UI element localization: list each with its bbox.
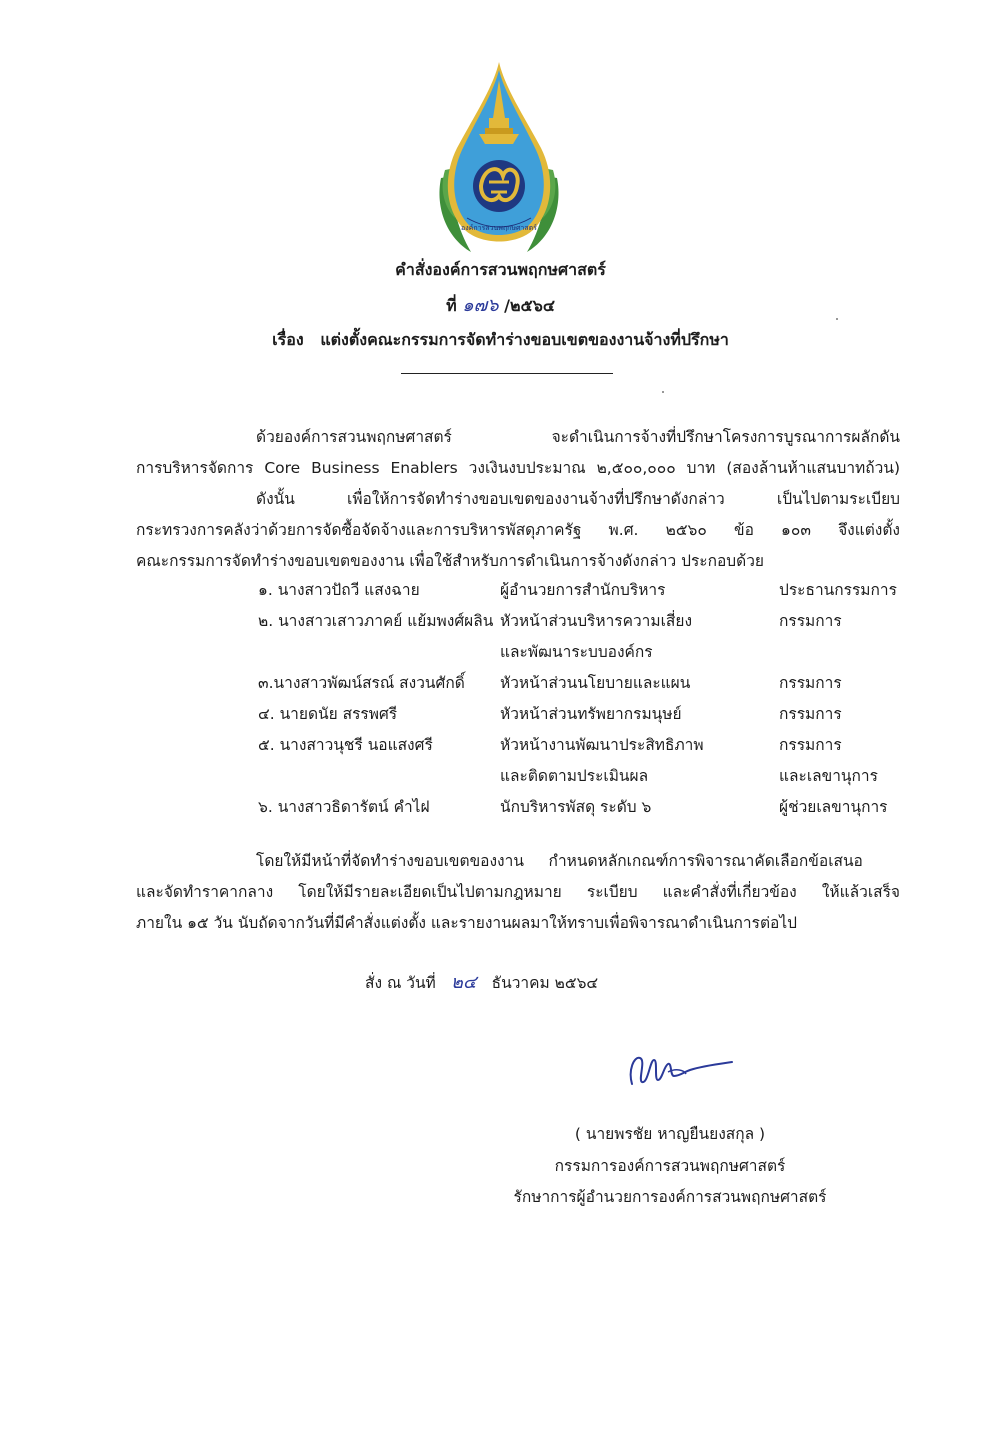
signatory-title-1: กรรมการองค์การสวนพฤกษศาสตร์ <box>554 1157 786 1175</box>
paragraph-1-line: ด้วยองค์การสวนพฤกษศาสตร์ จะดำเนินการจ้างที่ปรึกษาโครงการบูรณาการผลักดัน <box>256 428 900 446</box>
scan-speck <box>836 318 838 320</box>
member-position: นักบริหารพัสดุ ระดับ ๖ <box>500 798 652 816</box>
order-number-handwritten: ๑๗๖ <box>462 295 499 316</box>
order-number-prefix: ที่ <box>446 296 457 315</box>
paragraph-3-line: โดยให้มีหน้าที่จัดทำร่างขอบเขตของงาน กำหนดหลักเกณฑ์การพิจารณาคัดเลือกข้อเสนอ <box>256 852 863 870</box>
subject-line <box>0 328 1001 353</box>
organization-logo <box>433 58 565 258</box>
member-name: ๖. นางสาวธิดารัตน์ คำไฝ <box>258 798 430 816</box>
member-role: ผู้ช่วยเลขานุการ <box>779 798 888 816</box>
paragraph-2-line: คณะกรรมการจัดทำร่างขอบเขตของงาน เพื่อใช้สำหรับการดำเนินการจ้างดังกล่าว ประกอบด้วย <box>136 552 764 570</box>
member-role: ประธานกรรมการ <box>779 581 897 599</box>
paragraph-3 <box>136 846 900 939</box>
paragraph-2 <box>136 484 900 577</box>
paragraph-1-line: การบริหารจัดการ Core Business Enablers วงเงินงบประมาณ ๒,๕๐๐,๐๐๐ บาท (สองล้านห้าแสนบาทถ้วน) <box>136 459 900 477</box>
member-role: กรรมการ <box>779 705 842 723</box>
member-name: ๒. นางสาวเสาวภาคย์ แย้มพงศ์ผลิน <box>258 612 494 630</box>
order-number-line <box>0 290 1001 319</box>
order-date-day-handwritten: ๒๔ <box>450 972 477 993</box>
subject-text: แต่งตั้งคณะกรรมการจัดทำร่างขอบเขตของงานจ้างที่ปรึกษา <box>320 330 729 349</box>
paragraph-1 <box>136 422 900 484</box>
order-date-month-year: ธันวาคม ๒๕๖๔ <box>491 974 599 992</box>
member-position: หัวหน้าส่วนทรัพยากรมนุษย์ <box>500 705 682 723</box>
scan-speck <box>662 391 664 393</box>
member-position: หัวหน้าส่วนนโยบายและแผน <box>500 674 691 692</box>
signature <box>624 1046 736 1092</box>
order-number-suffix: /๒๕๖๔ <box>504 296 555 315</box>
paragraph-2-line: ดังนั้น เพื่อให้การจัดทำร่างขอบเขตของงานจ้างที่ปรึกษาดังกล่าว เป็นไปตามระเบียบ <box>256 490 900 508</box>
member-role: กรรมการ <box>779 674 842 692</box>
member-role: กรรมการ <box>779 736 842 754</box>
member-role: กรรมการ <box>779 612 842 630</box>
signatory-name: ( นายพรชัย หาญยืนยงสกุล ) <box>574 1125 766 1143</box>
paragraph-3-line: และจัดทำราคากลาง โดยให้มีรายละเอียดเป็นไปตามกฎหมาย ระเบียบ และคำสั่งที่เกี่ยวข้อง ให้แล้วเสร็จ <box>136 883 900 901</box>
signatory-title-2: รักษาการผู้อำนวยการองค์การสวนพฤกษศาสตร์ <box>513 1188 827 1206</box>
member-name: ๓.นางสาวพัฒน์สรณ์ สงวนศักดิ์ <box>258 674 465 692</box>
member-position: ผู้อำนวยการสำนักบริหาร <box>500 581 666 599</box>
order-date-prefix: สั่ง ณ วันที่ <box>365 974 436 992</box>
order-title: คำสั่งองค์การสวนพฤกษศาสตร์ <box>395 260 606 279</box>
member-position: และติดตามประเมินผล <box>500 767 649 785</box>
member-position: และพัฒนาระบบองค์กร <box>500 643 653 661</box>
paragraph-3-line: ภายใน ๑๕ วัน นับถัดจากวันที่มีคำสั่งแต่งตั้ง และรายงานผลมาให้ทราบเพื่อพิจารณาดำเนินการต่อไป <box>136 914 797 932</box>
member-position: หัวหน้าส่วนบริหารความเสี่ยง <box>500 612 693 630</box>
member-position: หัวหน้างานพัฒนาประสิทธิภาพ <box>500 736 704 754</box>
member-name: ๔. นายดนัย สรรพศรี <box>258 705 398 723</box>
member-name: ๕. นางสาวนุชรี นอแสงศรี <box>258 736 433 754</box>
member-name: ๑. นางสาวปัถวี แสงฉาย <box>258 581 420 599</box>
member-role: และเลขานุการ <box>779 767 878 785</box>
paragraph-2-line: กระทรวงการคลังว่าด้วยการจัดซื้อจัดจ้างและการบริหารพัสดุภาครัฐ พ.ศ. ๒๕๖๐ ข้อ ๑๐๓ จึงแต่งตั้ง <box>136 521 900 539</box>
logo-text: องค์การสวนพฤกษศาสตร์ <box>461 224 537 232</box>
order-date <box>365 967 598 996</box>
subject-label: เรื่อง <box>272 330 304 349</box>
title-underline <box>401 373 613 374</box>
